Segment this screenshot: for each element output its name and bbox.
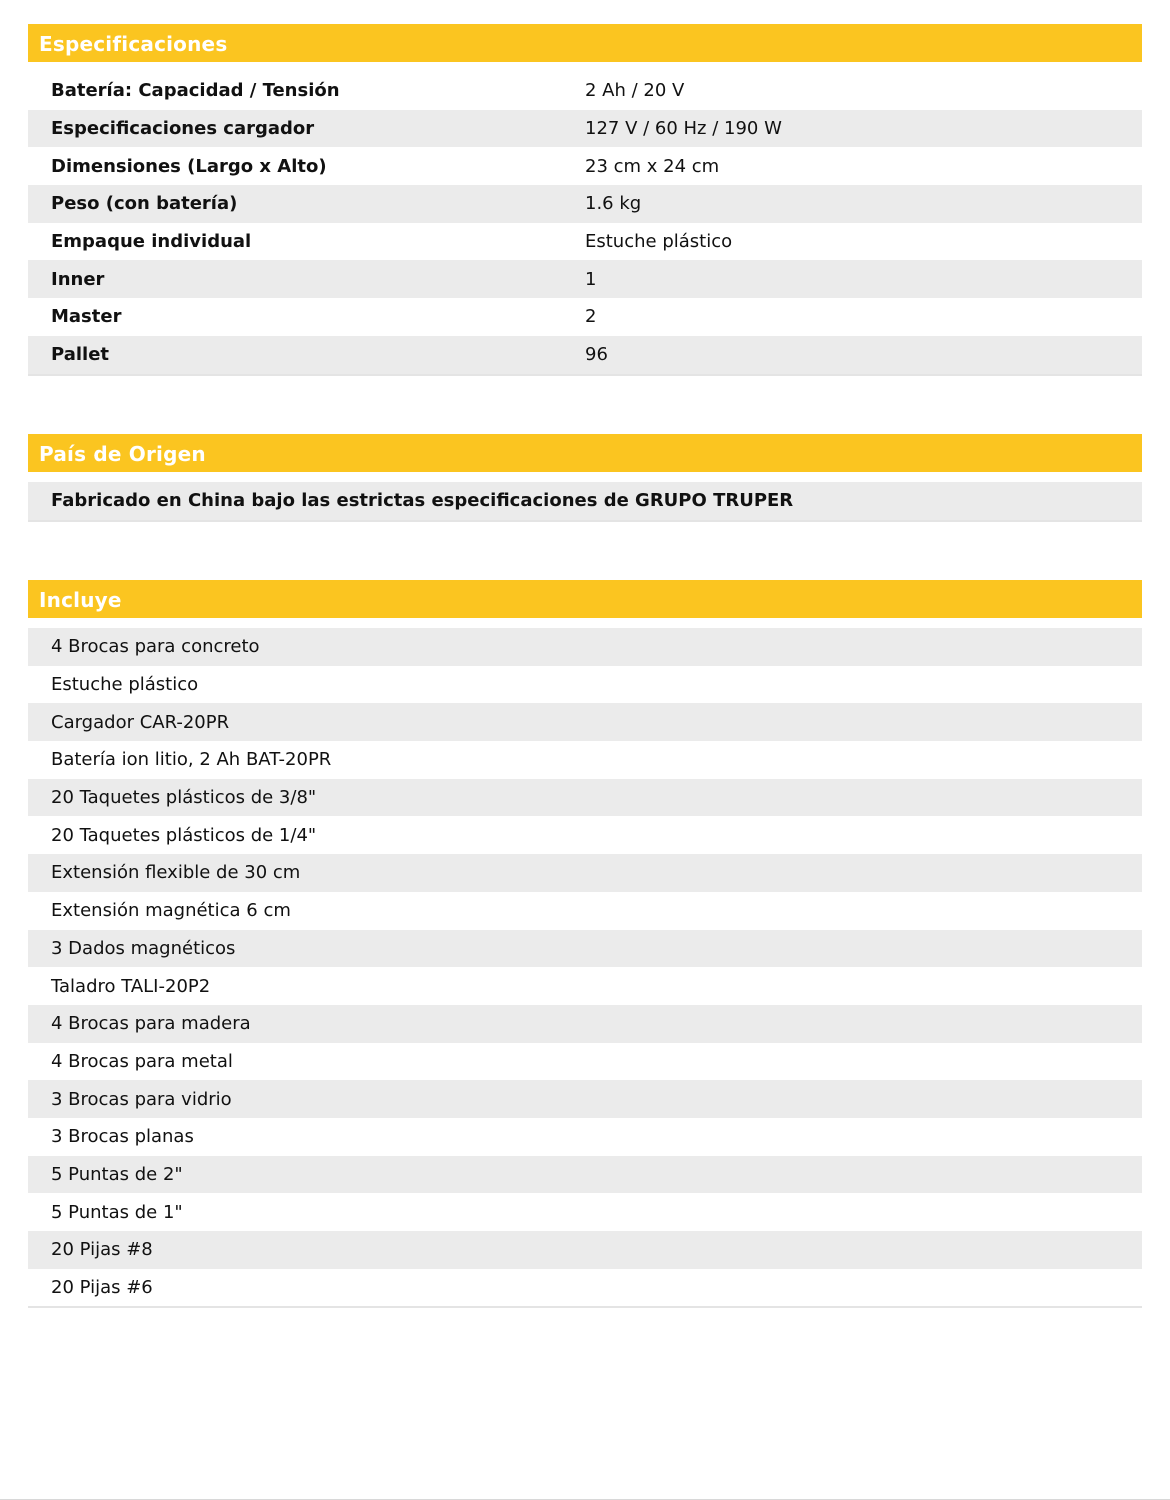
includes-section	[28, 580, 1142, 1308]
spec-row	[28, 298, 1142, 336]
origin-section	[28, 434, 1142, 522]
includes-list	[28, 628, 1142, 1308]
list-item: Extensión flexible de 30 cm	[28, 854, 1142, 892]
list-item: 20 Taquetes plásticos de 3/8"	[28, 779, 1142, 817]
list-item: Extensión magnética 6 cm	[51, 900, 291, 922]
spec-key: Dimensiones (Largo x Alto)	[51, 155, 327, 177]
spec-key: Especificaciones cargador	[51, 118, 315, 140]
spec-value: 96	[585, 344, 608, 366]
spec-value: 1.6 kg	[585, 193, 642, 215]
spec-row	[28, 223, 1142, 261]
list-item: 4 Brocas para metal	[51, 1050, 233, 1072]
origin-header: País de Origen	[28, 434, 1142, 472]
list-item: Cargador CAR-20PR	[28, 703, 1142, 741]
list-item: 3 Dados magnéticos	[28, 930, 1142, 968]
list-item: Taladro TALI-20P2	[51, 975, 211, 997]
spec-row	[28, 110, 1142, 148]
spec-value: 1	[585, 268, 597, 290]
origin-row: Fabricado en China bajo las estrictas especificaciones de GRUPO TRUPER	[28, 482, 1142, 520]
spec-value: 2 Ah / 20 V	[585, 80, 685, 102]
spec-row	[28, 185, 1142, 223]
list-item: 4 Brocas para concreto	[28, 628, 1142, 666]
list-item: 20 Pijas #8	[28, 1231, 1142, 1269]
list-item: 3 Brocas planas	[51, 1126, 194, 1148]
spec-row	[28, 147, 1142, 185]
specifications-table	[28, 72, 1142, 376]
spec-row	[28, 336, 1142, 374]
spec-row	[28, 72, 1142, 110]
includes-header: Incluye	[28, 580, 1142, 618]
specifications-section	[28, 24, 1142, 376]
list-item: 4 Brocas para madera	[28, 1005, 1142, 1043]
spec-key: Peso (con batería)	[51, 193, 238, 215]
spec-key: Pallet	[51, 344, 110, 366]
list-item: Batería ion litio, 2 Ah BAT-20PR	[51, 749, 332, 771]
spec-key: Batería: Capacidad / Tensión	[51, 80, 340, 102]
list-item: Estuche plástico	[51, 674, 199, 696]
spec-value: 2	[585, 306, 597, 328]
origin-table	[28, 482, 1142, 522]
spec-value: Estuche plástico	[585, 231, 733, 253]
spec-value: 23 cm x 24 cm	[585, 155, 720, 177]
list-item: 20 Pijas #6	[51, 1277, 153, 1299]
spec-key: Empaque individual	[51, 231, 252, 253]
spec-key: Master	[51, 306, 122, 328]
list-item: 5 Puntas de 2"	[28, 1156, 1142, 1194]
spec-row	[28, 260, 1142, 298]
list-item: 3 Brocas para vidrio	[28, 1080, 1142, 1118]
specifications-header: Especificaciones	[28, 24, 1142, 62]
spec-key: Inner	[51, 268, 105, 290]
list-item: 20 Taquetes plásticos de 1/4"	[51, 824, 317, 846]
list-item: 5 Puntas de 1"	[51, 1201, 183, 1223]
spec-value: 127 V / 60 Hz / 190 W	[585, 118, 782, 140]
